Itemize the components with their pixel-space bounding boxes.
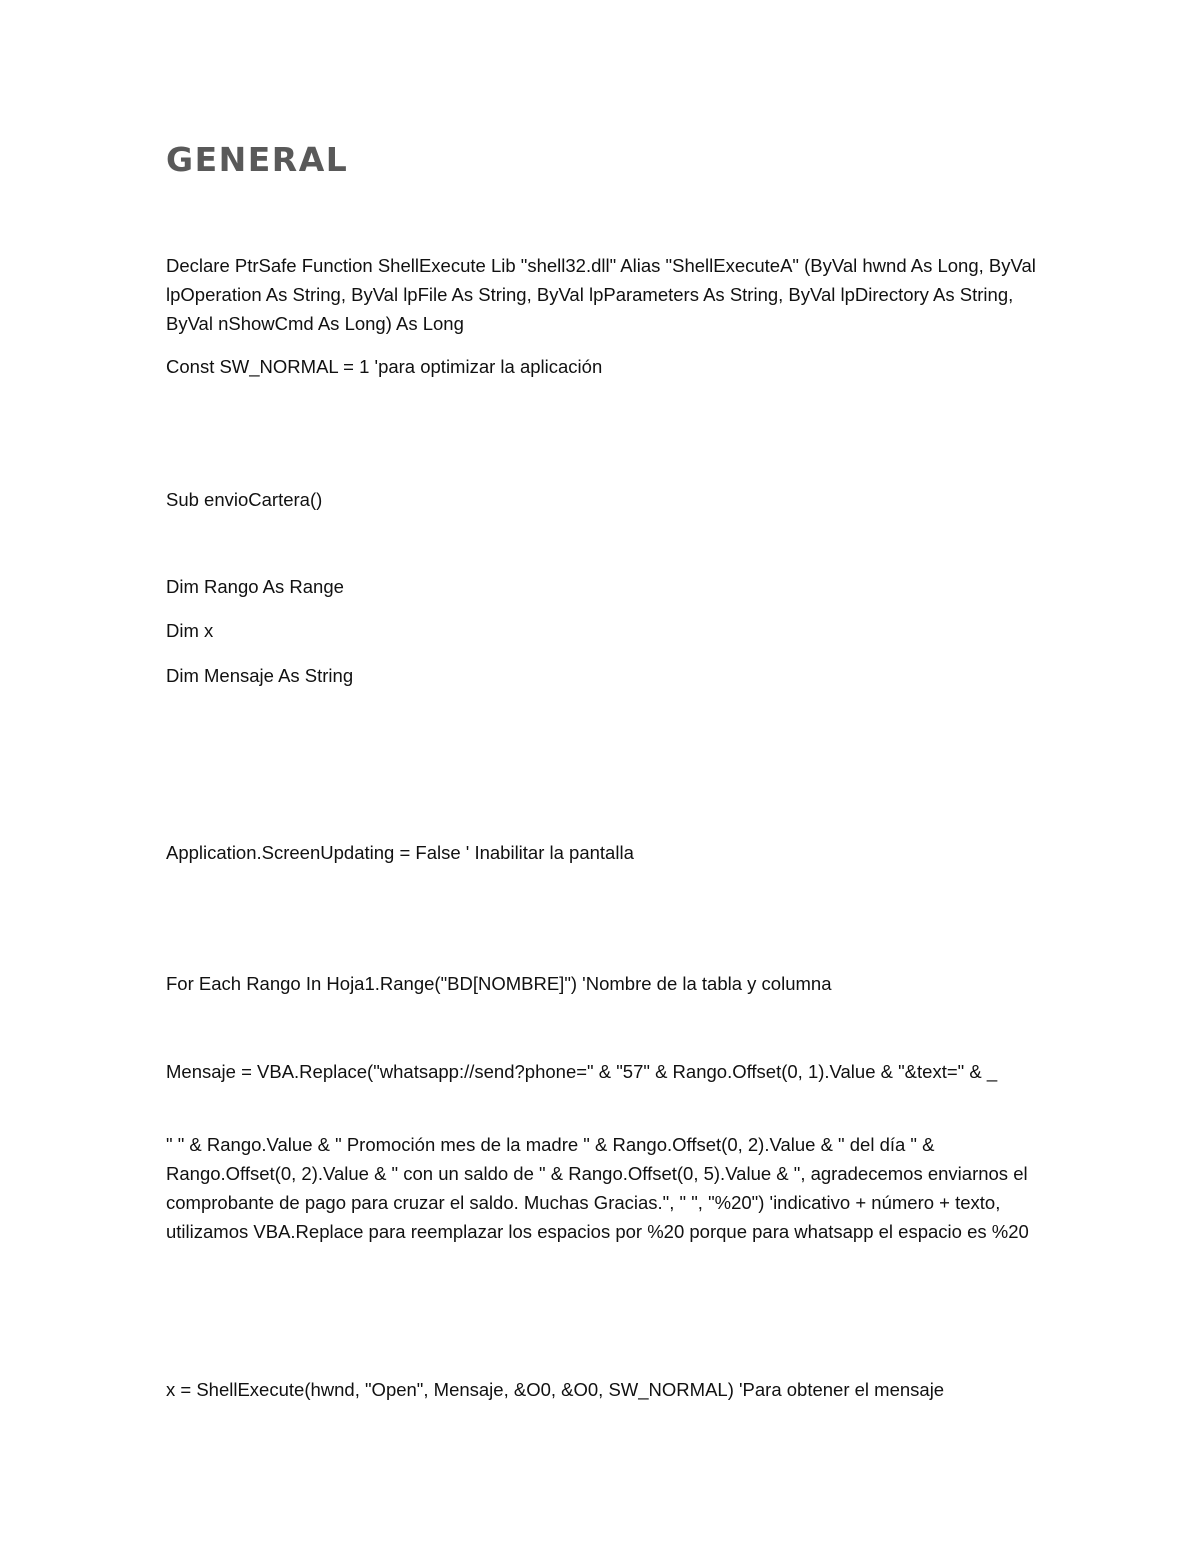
code-line-dim-mensaje: Dim Mensaje As String bbox=[166, 665, 354, 686]
code-line-dim-x: Dim x bbox=[166, 620, 214, 641]
page-title: GENERAL bbox=[166, 140, 349, 179]
code-line-dim-rango: Dim Rango As Range bbox=[166, 576, 344, 597]
code-line-sub: Sub envioCartera() bbox=[166, 489, 323, 510]
code-line-mensaje-1: Mensaje = VBA.Replace("whatsapp://send?phone=" & "57" & Rango.Offset(0, 1).Value & "&text=" & _ bbox=[166, 1061, 998, 1082]
code-line-screen-updating: Application.ScreenUpdating = False ' Inabilitar la pantalla bbox=[166, 842, 634, 863]
code-line-for-each: For Each Rango In Hoja1.Range("BD[NOMBRE]") 'Nombre de la tabla y columna bbox=[166, 973, 832, 994]
code-line-shell-execute: x = ShellExecute(hwnd, "Open", Mensaje, &O0, &O0, SW_NORMAL) 'Para obtener el mensaje bbox=[166, 1379, 945, 1400]
code-line-declare: Declare PtrSafe Function ShellExecute Lib "shell32.dll" Alias "ShellExecuteA" (ByVal hwnd As Long, ByVal lpOperation As String, ByVal lpFile As String, ByVal lpParameters As String, ByVal lpDirectory As String, ByVal nShowCmd As Long) As Long bbox=[166, 255, 1036, 334]
code-line-const: Const SW_NORMAL = 1 'para optimizar la aplicación bbox=[166, 356, 603, 377]
code-line-mensaje-2: " " & Rango.Value & " Promoción mes de la madre " & Rango.Offset(0, 2).Value & " del día " & Rango.Offset(0, 2).Value & " con un saldo de " & Rango.Offset(0, 5).Value & ", agradecemos enviarnos el comprobante de pago para cruzar el saldo. Muchas Gracias.", " ", "%20") 'indicativo + número + texto, utilizamos VBA.Replace para reemplazar los espacios por %20 porque para whatsapp el espacio es %20 bbox=[166, 1134, 1029, 1242]
